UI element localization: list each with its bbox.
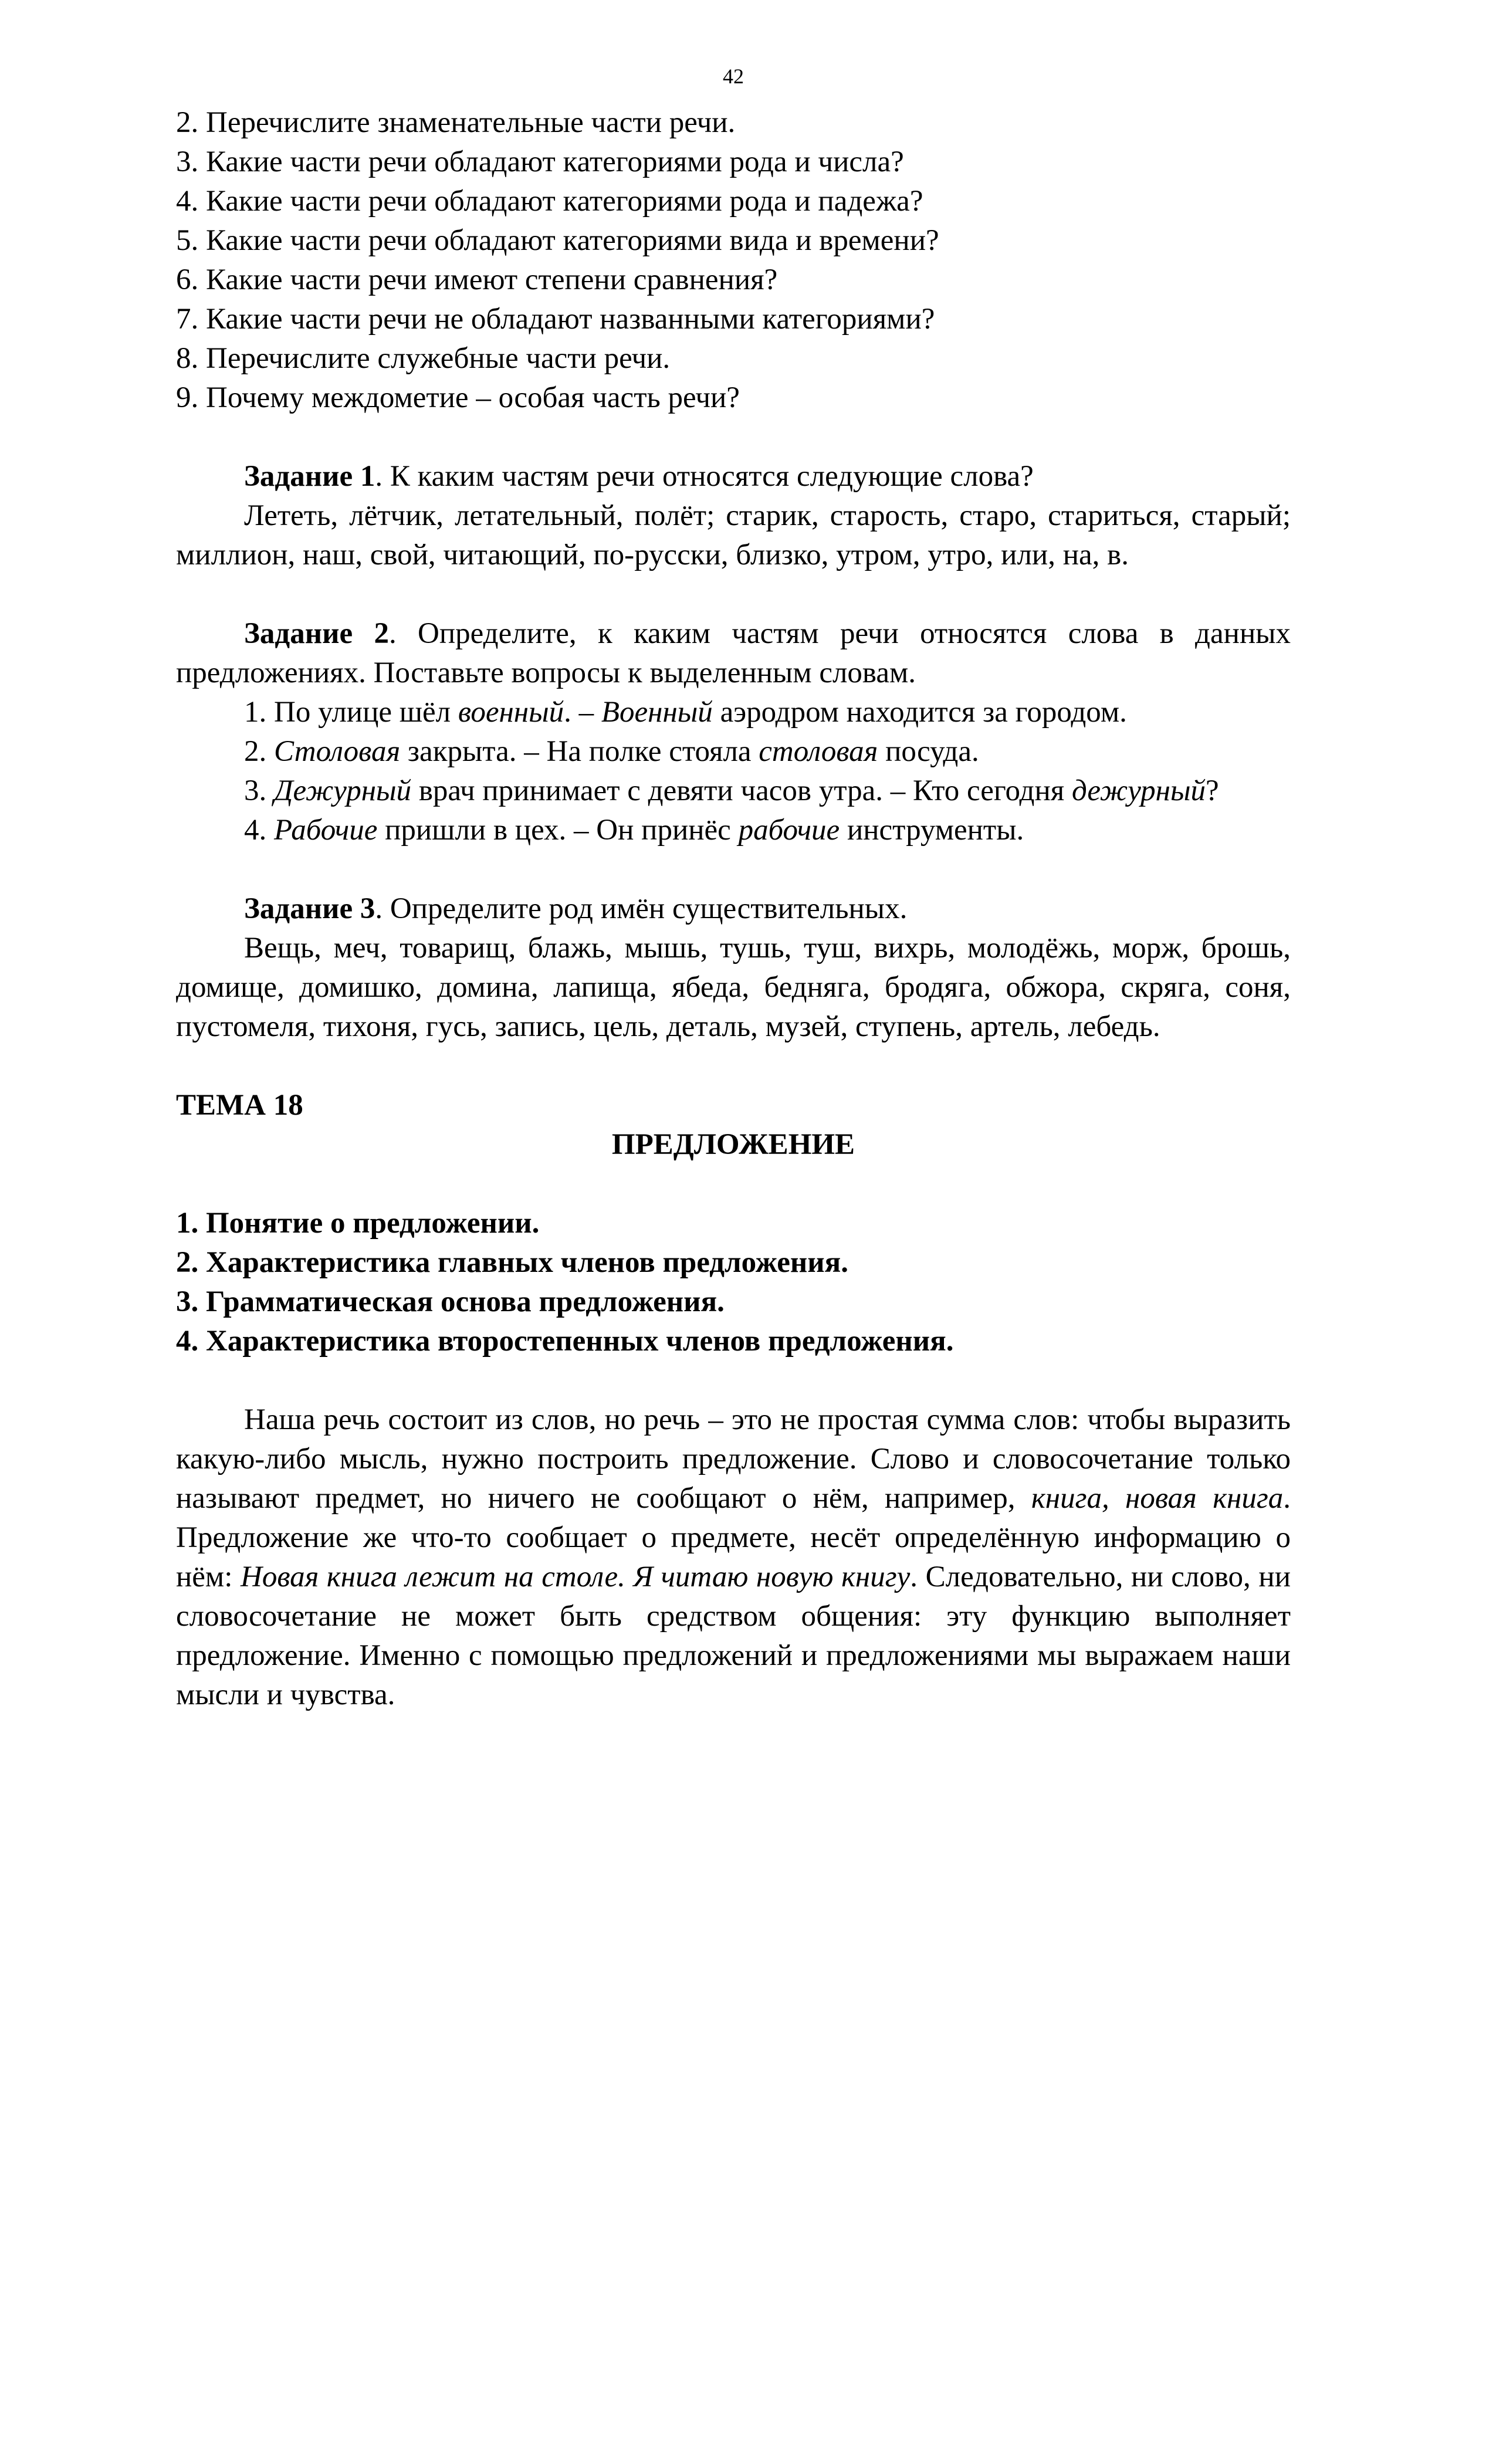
- question-item: 4. Какие части речи обладают категориями рода и падежа?: [176, 185, 923, 218]
- task-2-label: Задание 2: [244, 617, 389, 650]
- task-2: [176, 614, 1291, 850]
- highlighted-word: дежурный: [1071, 774, 1206, 807]
- paragraph-text: . Предложение же что-то сообщает о предмете, несёт определённую информацию о нём:: [176, 1482, 1291, 1593]
- sentence-text: 4.: [244, 814, 274, 847]
- sentence-text: 3.: [244, 774, 274, 807]
- question-item: 6. Какие части речи имеют степени сравнения?: [176, 263, 778, 296]
- topic-plan: [176, 1204, 1291, 1361]
- sentence-text: пришли в цех. – Он принёс: [377, 814, 739, 847]
- task-2-sentence-1: [176, 693, 1291, 732]
- highlighted-word: военный: [458, 696, 564, 729]
- highlighted-word: столовая: [759, 735, 878, 768]
- question-item: 5. Какие части речи обладают категориями вида и времени?: [176, 224, 939, 257]
- task-3-prompt: . Определите род имён существительных.: [375, 892, 908, 925]
- task-3-label: Задание 3: [244, 892, 375, 925]
- highlighted-word: Военный: [601, 696, 713, 729]
- example-text: книга, новая книга: [1031, 1482, 1284, 1515]
- question-item: 9. Почему междометие – особая часть речи?: [176, 381, 740, 414]
- question-item: 3. Какие части речи обладают категориями рода и числа?: [176, 145, 904, 178]
- sentence-text: 1. По улице шёл: [244, 696, 458, 729]
- task-1-heading: [176, 457, 1291, 496]
- highlighted-word: Столовая: [274, 735, 401, 768]
- body-text: [176, 1400, 1291, 1715]
- topic-title: ПРЕДЛОЖЕНИЕ: [611, 1128, 855, 1161]
- task-1-label: Задание 1: [244, 460, 375, 493]
- page-number: 42: [723, 65, 744, 88]
- plan-item: 4. Характеристика второстепенных членов предложения.: [176, 1325, 954, 1358]
- sentence-text: закрыта. – На полке стояла: [400, 735, 759, 768]
- body-paragraph: [176, 1400, 1291, 1715]
- highlighted-word: Дежурный: [274, 774, 412, 807]
- sentence-text: посуда.: [878, 735, 979, 768]
- task-1-prompt: . К каким частям речи относятся следующие слова?: [375, 460, 1034, 493]
- question-item: 7. Какие части речи не обладают названными категориями?: [176, 303, 935, 336]
- task-1: [176, 457, 1291, 575]
- highlighted-word: Рабочие: [274, 814, 378, 847]
- paragraph-text: . Следовательно, ни слово, ни словосочетание не может быть средством общения: эту функцию выполняет предложение. Именно с помощью предложений и предложениями мы выражаем наши мысли и чувства.: [176, 1561, 1291, 1711]
- question-list: [176, 103, 1291, 418]
- plan-item: 2. Характеристика главных членов предложения.: [176, 1246, 848, 1279]
- task-3-words: Вещь, меч, товарищ, блажь, мышь, тушь, туш, вихрь, молодёжь, морж, брошь, домище, домишко, домина, лапища, ябеда, бедняга, бродяга, обжора, скряга, соня, пустомеля, тихоня, гусь, запись, цель, деталь, музей, ступень, артель, лебедь.: [176, 932, 1291, 1043]
- task-3: [176, 889, 1291, 1047]
- task-2-prompt: . Определите, к каким частям речи относятся слова в данных предложениях. Поставьте вопросы к выделенным словам.: [176, 617, 1291, 689]
- task-2-heading: [176, 614, 1291, 693]
- sentence-text: аэродром находится за городом.: [712, 696, 1127, 729]
- plan-item: 1. Понятие о предложении.: [176, 1207, 540, 1240]
- example-text: Новая книга лежит на столе. Я читаю новую книгу: [240, 1561, 911, 1593]
- sentence-text: . –: [564, 696, 601, 729]
- sentence-text: инструменты.: [840, 814, 1024, 847]
- sentence-text: ?: [1206, 774, 1219, 807]
- task-3-heading: [176, 889, 1291, 929]
- task-2-sentence-2: [176, 732, 1291, 771]
- task-2-sentence-4: [176, 811, 1291, 850]
- sentence-text: 2.: [244, 735, 274, 768]
- question-item: 2. Перечислите знаменательные части речи.: [176, 106, 736, 139]
- paragraph-text: Наша речь состоит из слов, но речь – это не простая сумма слов: чтобы выразить какую-либо мысль, нужно построить предложение. Слово и словосочетание только называют предмет, но ничего не сообщают о нём, например,: [176, 1403, 1291, 1515]
- document-page: [176, 65, 1291, 1715]
- topic-number: ТЕМА 18: [176, 1089, 303, 1122]
- highlighted-word: рабочие: [738, 814, 840, 847]
- task-1-words: Лететь, лётчик, летательный, полёт; старик, старость, старо, стариться, старый; миллион, наш, свой, читающий, по-русски, близко, утром, утро, или, на, в.: [176, 499, 1291, 571]
- task-2-sentence-3: [176, 771, 1291, 811]
- sentence-text: врач принимает с девяти часов утра. – Кто сегодня: [411, 774, 1072, 807]
- plan-item: 3. Грамматическая основа предложения.: [176, 1285, 725, 1318]
- question-item: 8. Перечислите служебные части речи.: [176, 342, 671, 375]
